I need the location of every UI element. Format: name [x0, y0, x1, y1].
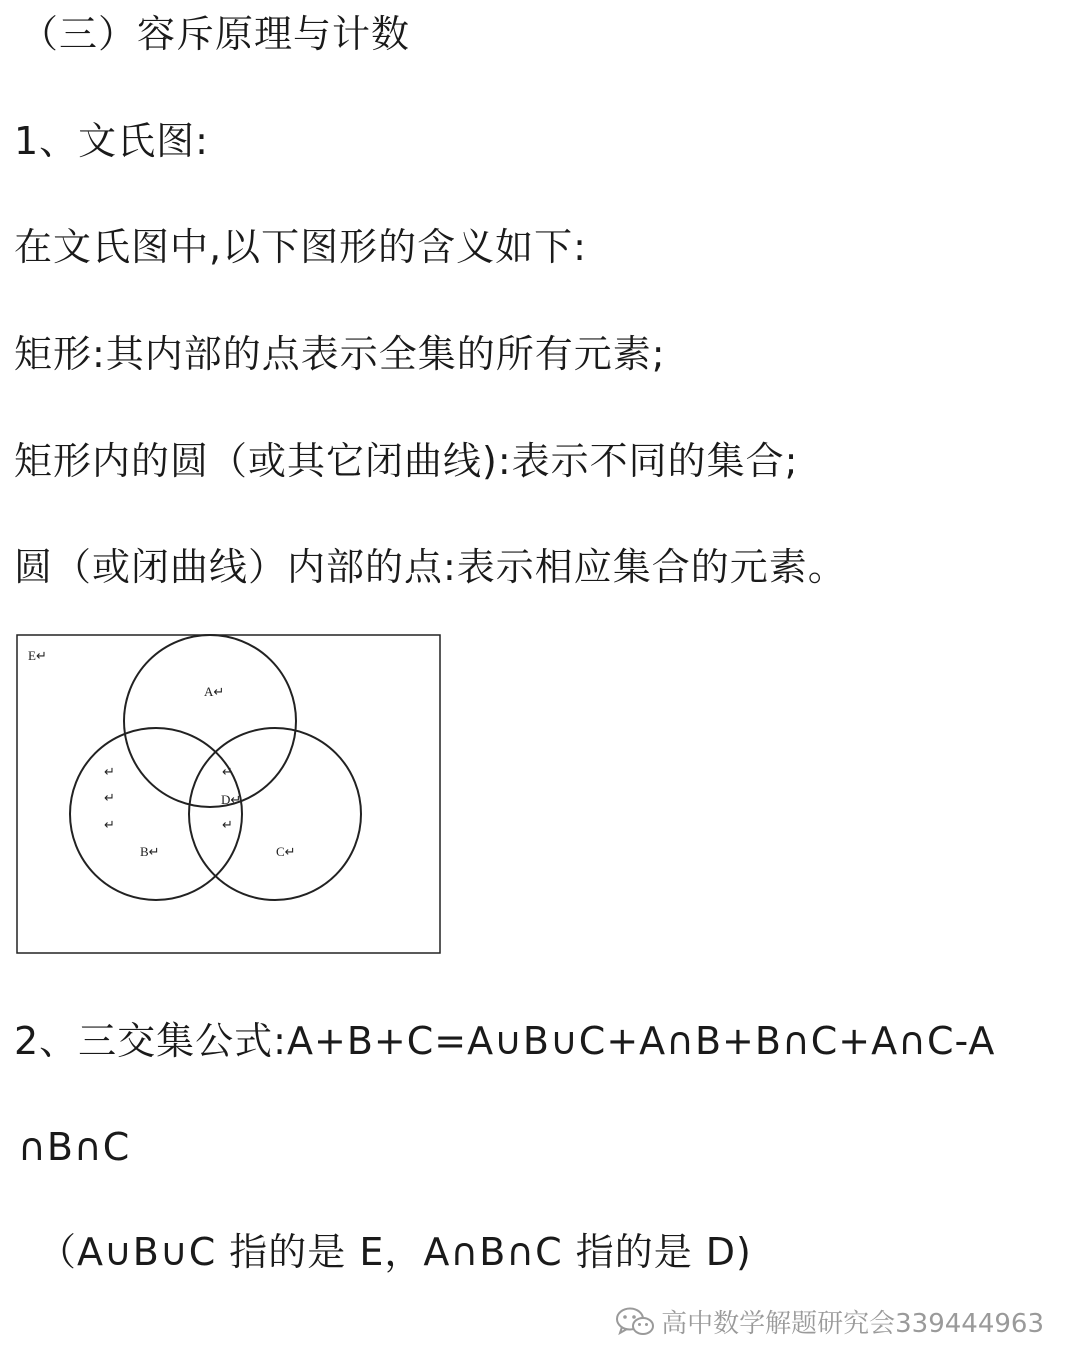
formula-line-1: 2、三交集公式:A+B+C=A∪B∪C+A∩B+B∩C+A∩C-A [14, 1019, 996, 1063]
page-heading: （三）容斥原理与计数 [20, 12, 411, 56]
paragraph-intro: 在文氏图中,以下图形的含义如下: [14, 225, 587, 269]
venn-diagram [16, 634, 442, 956]
return-mark: ↵ [222, 764, 233, 779]
paragraph-points: 圆（或闭曲线）内部的点:表示相应集合的元素。 [14, 545, 847, 589]
paragraph-rectangle: 矩形:其内部的点表示全集的所有元素; [14, 332, 666, 376]
watermark [615, 1303, 1044, 1340]
set-c-circle [189, 728, 361, 900]
paragraph-circles: 矩形内的圆（或其它闭曲线):表示不同的集合; [14, 439, 799, 483]
formula-note: （A∪B∪C 指的是 E，A∩B∩C 指的是 D) [38, 1230, 752, 1274]
return-mark: ↵ [104, 764, 115, 779]
universe-label: E↵ [28, 648, 47, 663]
return-mark: ↵ [222, 817, 233, 832]
return-mark: ↵ [104, 817, 115, 832]
set-a-label: A↵ [204, 684, 225, 699]
set-b-circle [70, 728, 242, 900]
watermark-text: 高中数学解题研究会339444963 [661, 1309, 1044, 1339]
formula-line-2: ∩B∩C [18, 1125, 131, 1169]
set-b-label: B↵ [140, 844, 160, 859]
center-label: D↵ [221, 792, 242, 807]
section-title-venn: 1、文氏图: [14, 119, 209, 163]
set-a-circle [124, 635, 296, 807]
return-mark: ↵ [104, 790, 115, 805]
set-c-label: C↵ [276, 844, 296, 859]
wechat-icon [615, 1306, 655, 1338]
